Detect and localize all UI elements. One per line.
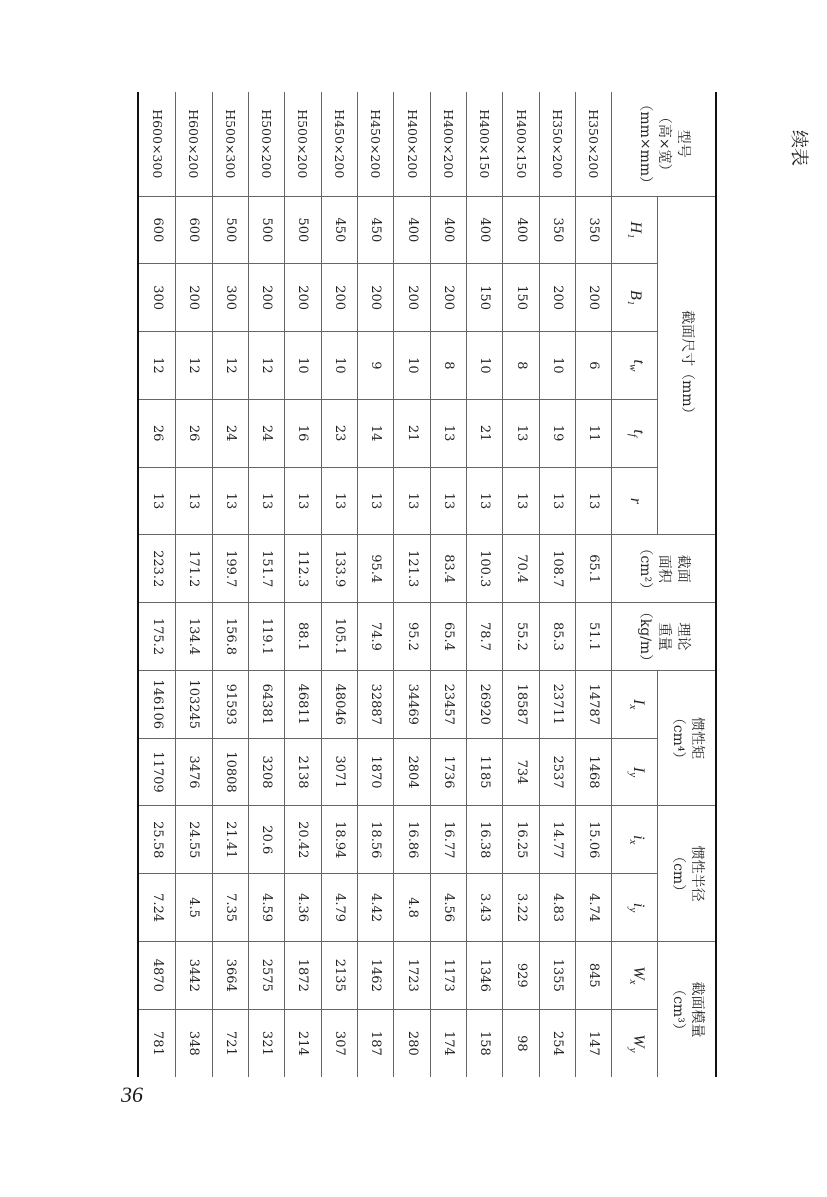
cell-h1: 400 (503, 196, 539, 264)
cell-area: 65.1 (576, 535, 612, 603)
cell-weight: 74.9 (357, 603, 393, 671)
cell-tf: 14 (357, 399, 393, 467)
cell-r: 13 (248, 467, 284, 535)
cell-ix-moment: 64381 (248, 670, 284, 738)
cell-ix-moment: 91593 (212, 670, 248, 738)
table-row (212, 92, 248, 1077)
cell-h1: 400 (467, 196, 503, 264)
cell-iy-moment: 1736 (430, 738, 466, 806)
cell-wy: 307 (321, 1009, 357, 1077)
cell-ix-moment: 146106 (138, 670, 176, 738)
cell-ix-radius: 21.41 (212, 806, 248, 874)
cell-ix-radius: 18.94 (321, 806, 357, 874)
cell-wx: 2575 (248, 941, 284, 1009)
cell-iy-moment: 2804 (394, 738, 430, 806)
table-row (394, 92, 430, 1077)
cell-wx: 1723 (394, 941, 430, 1009)
cell-b1: 200 (576, 264, 612, 332)
cell-area: 83.4 (430, 535, 466, 603)
cell-ix-radius: 20.42 (285, 806, 321, 874)
cell-iy-moment: 10808 (212, 738, 248, 806)
cell-area: 95.4 (357, 535, 393, 603)
cell-model: H450×200 (321, 92, 357, 196)
cell-wx: 2135 (321, 941, 357, 1009)
cell-wx: 845 (576, 941, 612, 1009)
table-body (138, 92, 612, 1077)
cell-tf: 21 (467, 399, 503, 467)
cell-area: 151.7 (248, 535, 284, 603)
table-row (576, 92, 612, 1077)
cell-tf: 26 (138, 399, 176, 467)
header-area: 截面 面积 （cm²） (612, 535, 716, 603)
cell-iy-moment: 1185 (467, 738, 503, 806)
cell-model: H350×200 (539, 92, 575, 196)
cell-wy: 214 (285, 1009, 321, 1077)
cell-area: 112.3 (285, 535, 321, 603)
cell-model: H600×200 (176, 92, 212, 196)
cell-tw: 10 (285, 332, 321, 400)
h-beam-section-table (137, 92, 717, 1077)
cell-area: 70.4 (503, 535, 539, 603)
subheader-ix-radius: $i_x$ (612, 806, 658, 874)
cell-wx: 1173 (430, 941, 466, 1009)
cell-model: H600×300 (138, 92, 176, 196)
cell-model: H400×150 (467, 92, 503, 196)
cell-area: 199.7 (212, 535, 248, 603)
cell-tw: 12 (138, 332, 176, 400)
table-row (539, 92, 575, 1077)
cell-tw: 8 (430, 332, 466, 400)
cell-weight: 65.4 (430, 603, 466, 671)
cell-h1: 600 (176, 196, 212, 264)
cell-h1: 600 (138, 196, 176, 264)
cell-ix-moment: 32887 (357, 670, 393, 738)
cell-ix-radius: 16.86 (394, 806, 430, 874)
cell-tf: 13 (430, 399, 466, 467)
cell-ix-radius: 16.38 (467, 806, 503, 874)
cell-wx: 3664 (212, 941, 248, 1009)
cell-wx: 1346 (467, 941, 503, 1009)
cell-iy-moment: 734 (503, 738, 539, 806)
cell-r: 13 (539, 467, 575, 535)
cell-h1: 500 (212, 196, 248, 264)
cell-r: 13 (467, 467, 503, 535)
cell-iy-moment: 1468 (576, 738, 612, 806)
cell-tw: 6 (576, 332, 612, 400)
table-row (176, 92, 212, 1077)
cell-iy-moment: 2138 (285, 738, 321, 806)
cell-weight: 156.8 (212, 603, 248, 671)
cell-ix-moment: 48046 (321, 670, 357, 738)
cell-weight: 88.1 (285, 603, 321, 671)
cell-wx: 4870 (138, 941, 176, 1009)
cell-weight: 85.3 (539, 603, 575, 671)
cell-tf: 24 (248, 399, 284, 467)
table-row (138, 92, 176, 1077)
cell-weight: 134.4 (176, 603, 212, 671)
cell-iy-radius: 3.43 (467, 874, 503, 942)
cell-iy-radius: 4.42 (357, 874, 393, 942)
cell-wy: 98 (503, 1009, 539, 1077)
cell-weight: 105.1 (321, 603, 357, 671)
cell-wx: 1872 (285, 941, 321, 1009)
cell-r: 13 (357, 467, 393, 535)
cell-tw: 10 (467, 332, 503, 400)
cell-tw: 10 (539, 332, 575, 400)
cell-ix-moment: 34469 (394, 670, 430, 738)
cell-ix-radius: 15.06 (576, 806, 612, 874)
cell-ix-moment: 18587 (503, 670, 539, 738)
cell-iy-radius: 4.74 (576, 874, 612, 942)
cell-b1: 200 (176, 264, 212, 332)
cell-ix-radius: 20.6 (248, 806, 284, 874)
cell-wy: 721 (212, 1009, 248, 1077)
cell-b1: 200 (321, 264, 357, 332)
cell-ix-moment: 26920 (467, 670, 503, 738)
cell-iy-radius: 4.56 (430, 874, 466, 942)
cell-area: 108.7 (539, 535, 575, 603)
header-inertia: 惯性矩 （cm⁴） (658, 670, 716, 806)
cell-tw: 9 (357, 332, 393, 400)
cell-wy: 321 (248, 1009, 284, 1077)
cell-b1: 200 (539, 264, 575, 332)
cell-wy: 348 (176, 1009, 212, 1077)
cell-wy: 158 (467, 1009, 503, 1077)
cell-b1: 200 (357, 264, 393, 332)
subheader-b1: B₁ (612, 264, 658, 332)
cell-wy: 781 (138, 1009, 176, 1077)
page-number: 36 (121, 1082, 143, 1107)
cell-area: 223.2 (138, 535, 176, 603)
subheader-wx: $W_x$ (612, 941, 658, 1009)
cell-wx: 3442 (176, 941, 212, 1009)
cell-h1: 350 (576, 196, 612, 264)
cell-b1: 300 (212, 264, 248, 332)
subheader-h1: H₁ (612, 196, 658, 264)
cell-wx: 1355 (539, 941, 575, 1009)
cell-r: 13 (503, 467, 539, 535)
cell-h1: 450 (357, 196, 393, 264)
table-row (321, 92, 357, 1077)
cell-r: 13 (138, 467, 176, 535)
cell-model: H500×200 (248, 92, 284, 196)
cell-iy-radius: 4.59 (248, 874, 284, 942)
cell-tf: 19 (539, 399, 575, 467)
cell-tf: 13 (503, 399, 539, 467)
cell-area: 121.3 (394, 535, 430, 603)
cell-ix-moment: 46811 (285, 670, 321, 738)
cell-weight: 95.2 (394, 603, 430, 671)
cell-wy: 174 (430, 1009, 466, 1077)
cell-tw: 8 (503, 332, 539, 400)
cell-area: 100.3 (467, 535, 503, 603)
subheader-iy-moment: $I_y$ (612, 738, 658, 806)
cell-ix-moment: 14787 (576, 670, 612, 738)
cell-iy-moment: 11709 (138, 738, 176, 806)
cell-iy-radius: 4.8 (394, 874, 430, 942)
cell-model: H350×200 (576, 92, 612, 196)
header-radius: 惯性半径 （cm） (658, 806, 716, 942)
cell-wx: 1462 (357, 941, 393, 1009)
cell-model: H500×300 (212, 92, 248, 196)
cell-ix-moment: 23711 (539, 670, 575, 738)
cell-tf: 11 (576, 399, 612, 467)
cell-iy-radius: 4.83 (539, 874, 575, 942)
cell-iy-radius: 3.22 (503, 874, 539, 942)
cell-r: 13 (576, 467, 612, 535)
cell-b1: 300 (138, 264, 176, 332)
cell-b1: 150 (467, 264, 503, 332)
cell-r: 13 (321, 467, 357, 535)
cell-b1: 200 (285, 264, 321, 332)
cell-ix-radius: 25.58 (138, 806, 176, 874)
cell-tw: 12 (248, 332, 284, 400)
cell-iy-radius: 4.79 (321, 874, 357, 942)
cell-iy-moment: 3071 (321, 738, 357, 806)
cell-b1: 150 (503, 264, 539, 332)
table-frame (137, 92, 717, 1077)
cell-weight: 78.7 (467, 603, 503, 671)
table-row (248, 92, 284, 1077)
cell-r: 13 (176, 467, 212, 535)
header-model: 型号 （高×宽） （mm×mm） (612, 92, 716, 196)
cell-wx: 929 (503, 941, 539, 1009)
cell-model: H400×200 (394, 92, 430, 196)
subheader-iy-radius: $i_y$ (612, 874, 658, 942)
cell-h1: 500 (285, 196, 321, 264)
cell-ix-radius: 24.55 (176, 806, 212, 874)
cell-tw: 10 (321, 332, 357, 400)
cell-weight: 51.1 (576, 603, 612, 671)
cell-r: 13 (394, 467, 430, 535)
cell-tf: 23 (321, 399, 357, 467)
header-weight: 理论 重量 （kg/m） (612, 603, 716, 671)
cell-iy-radius: 7.24 (138, 874, 176, 942)
cell-weight: 175.2 (138, 603, 176, 671)
table-row (430, 92, 466, 1077)
table-row (357, 92, 393, 1077)
cell-h1: 500 (248, 196, 284, 264)
cell-tf: 24 (212, 399, 248, 467)
cell-b1: 200 (430, 264, 466, 332)
cell-wy: 280 (394, 1009, 430, 1077)
cell-iy-moment: 3476 (176, 738, 212, 806)
table-row (467, 92, 503, 1077)
cell-ix-radius: 16.25 (503, 806, 539, 874)
cell-iy-moment: 2537 (539, 738, 575, 806)
cell-wy: 147 (576, 1009, 612, 1077)
cell-iy-moment: 1870 (357, 738, 393, 806)
cell-r: 13 (212, 467, 248, 535)
cell-tf: 21 (394, 399, 430, 467)
header-modulus: 截面模量 （cm³） (658, 941, 716, 1077)
cell-wy: 187 (357, 1009, 393, 1077)
table-rotation-frame (137, 92, 717, 1077)
cell-iy-radius: 4.36 (285, 874, 321, 942)
cell-tf: 16 (285, 399, 321, 467)
cell-iy-radius: 7.35 (212, 874, 248, 942)
subheader-r: r (612, 467, 658, 535)
cell-ix-radius: 16.77 (430, 806, 466, 874)
cell-model: H450×200 (357, 92, 393, 196)
cell-tw: 12 (176, 332, 212, 400)
table-row (285, 92, 321, 1077)
cell-h1: 450 (321, 196, 357, 264)
cell-r: 13 (285, 467, 321, 535)
cell-area: 133.9 (321, 535, 357, 603)
cell-tw: 12 (212, 332, 248, 400)
cell-ix-moment: 103245 (176, 670, 212, 738)
subheader-tw: $t_w$ (612, 332, 658, 400)
table-row (503, 92, 539, 1077)
cell-tf: 26 (176, 399, 212, 467)
cell-h1: 400 (430, 196, 466, 264)
cell-b1: 200 (394, 264, 430, 332)
subheader-ix-moment: $I_x$ (612, 670, 658, 738)
cell-iy-moment: 3208 (248, 738, 284, 806)
cell-ix-radius: 14.77 (539, 806, 575, 874)
cell-weight: 55.2 (503, 603, 539, 671)
continued-label: 续表 (788, 130, 809, 166)
cell-model: H500×200 (285, 92, 321, 196)
cell-tw: 10 (394, 332, 430, 400)
cell-model: H400×200 (430, 92, 466, 196)
cell-h1: 350 (539, 196, 575, 264)
cell-b1: 200 (248, 264, 284, 332)
cell-ix-moment: 23457 (430, 670, 466, 738)
cell-model: H400×150 (503, 92, 539, 196)
cell-ix-radius: 18.56 (357, 806, 393, 874)
cell-h1: 400 (394, 196, 430, 264)
cell-area: 171.2 (176, 535, 212, 603)
cell-wy: 254 (539, 1009, 575, 1077)
subheader-tf: $t_f$ (612, 399, 658, 467)
cell-r: 13 (430, 467, 466, 535)
header-section-dims: 截面尺寸（mm） (658, 196, 716, 535)
subheader-wy: $W_y$ (612, 1009, 658, 1077)
cell-weight: 119.1 (248, 603, 284, 671)
cell-iy-radius: 4.5 (176, 874, 212, 942)
